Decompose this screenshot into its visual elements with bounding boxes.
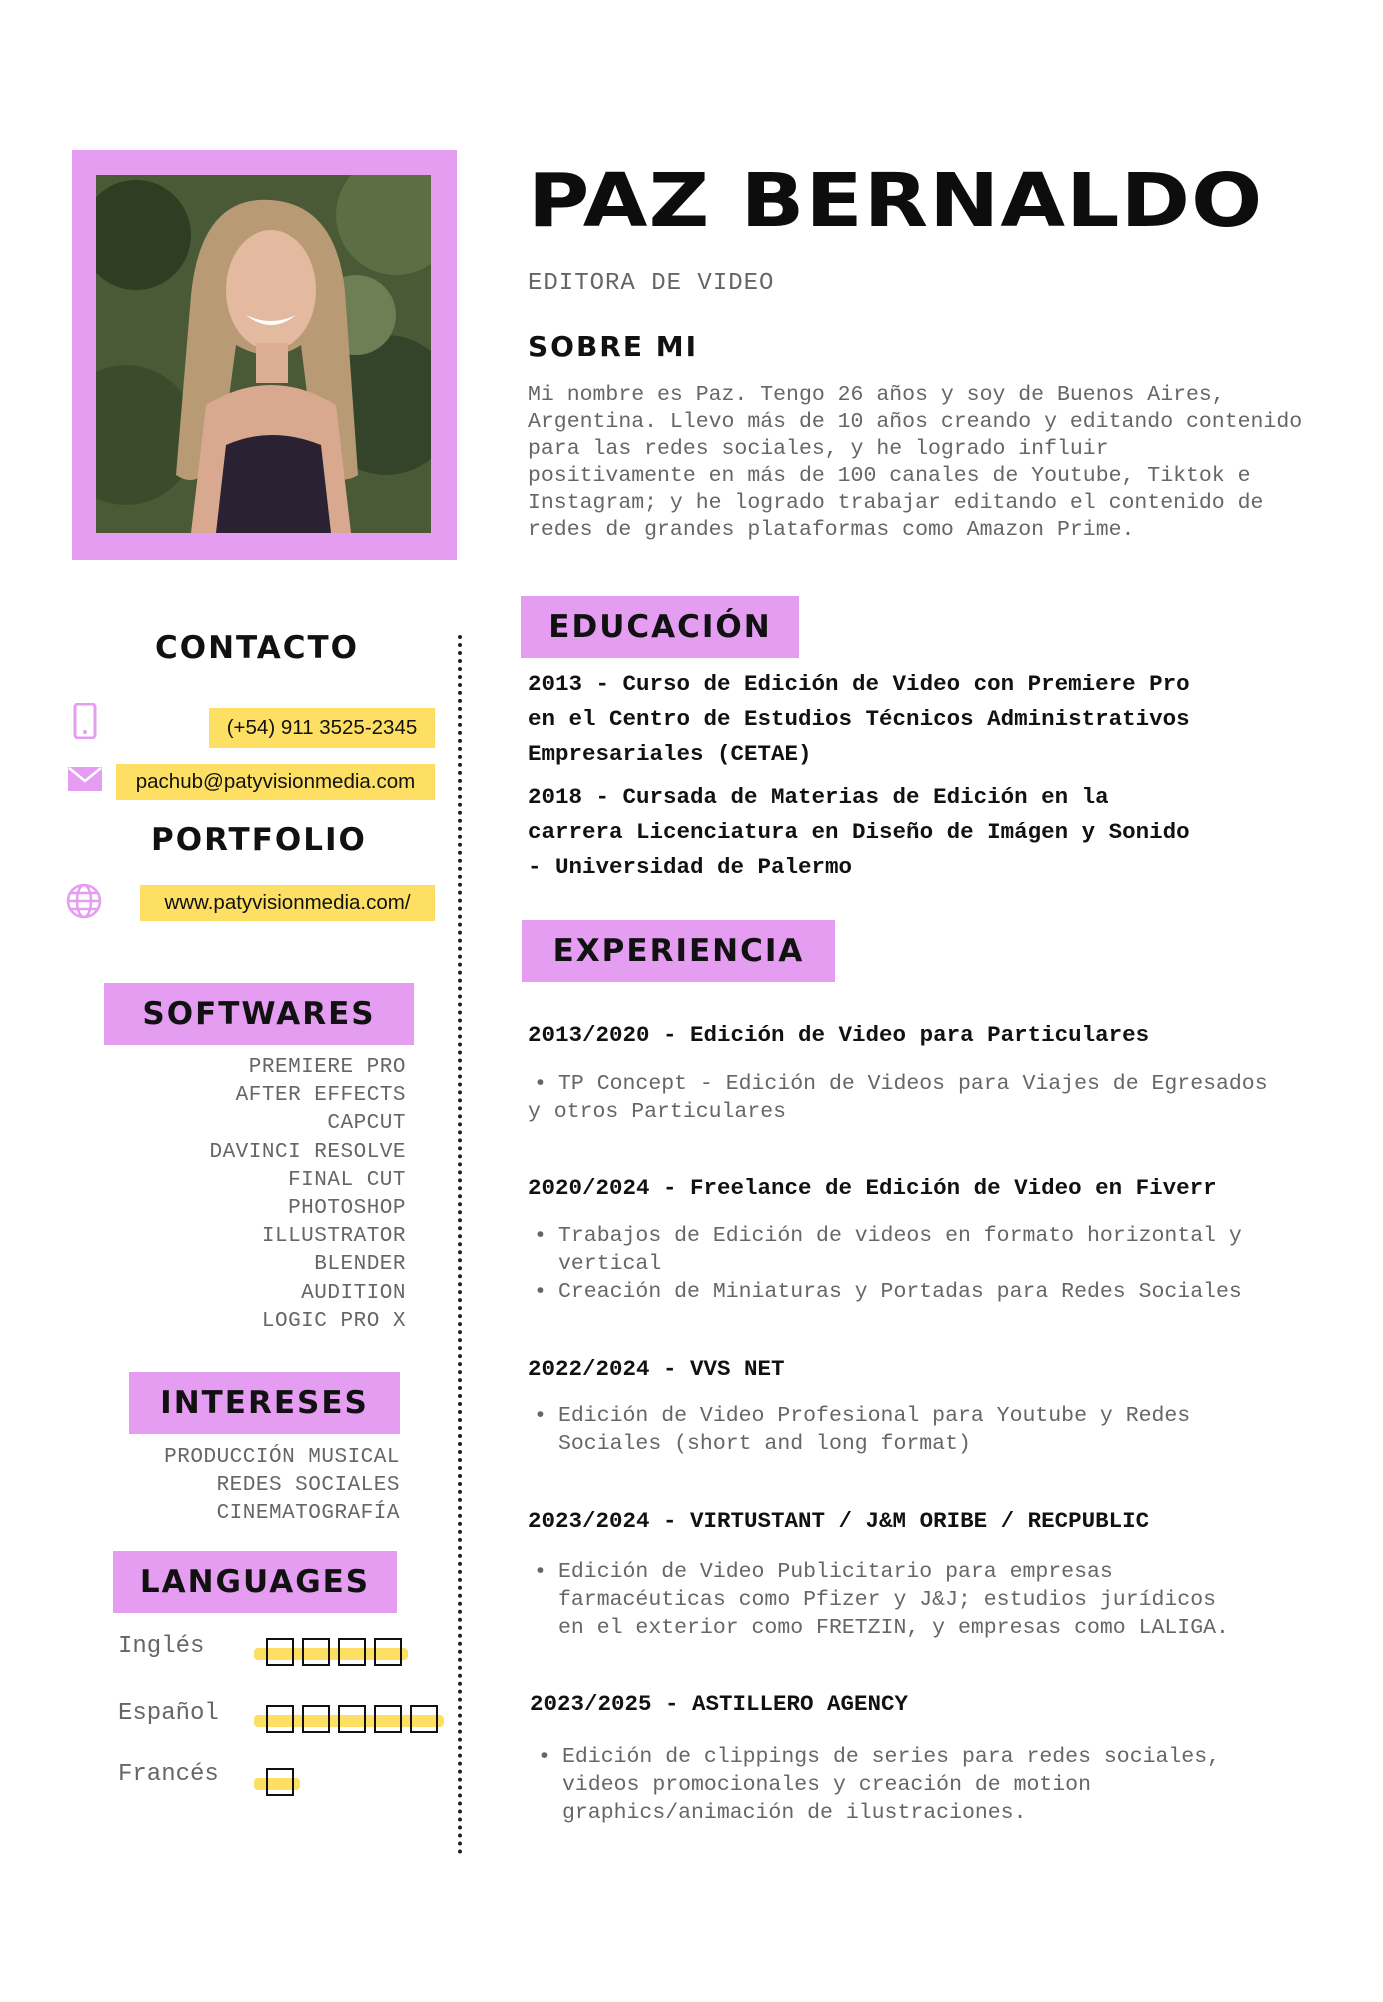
software-item: ILLUSTRATOR xyxy=(261,1225,406,1249)
mail-icon xyxy=(67,766,103,797)
experience-heading: EXPERIENCIA xyxy=(522,920,835,982)
interests-list xyxy=(164,1444,400,1529)
phone-number[interactable]: (+54) 911 3525-2345 xyxy=(209,708,435,748)
language-level xyxy=(250,1766,302,1798)
portfolio-heading: PORTFOLIO xyxy=(151,822,367,858)
software-item: FINAL CUT xyxy=(288,1168,406,1192)
language-level-box xyxy=(338,1638,366,1666)
language-label: Inglés xyxy=(118,1633,205,1660)
software-item: PREMIERE PRO xyxy=(248,1056,406,1079)
language-level xyxy=(250,1636,410,1668)
language-label: Francés xyxy=(118,1761,219,1788)
softwares-list xyxy=(209,1054,406,1336)
job-title: EDITORA DE VIDEO xyxy=(528,270,775,297)
experience-body: • TP Concept - Edición de Videos para Viajes de Egresados y otros Particulares xyxy=(528,1072,1268,1124)
portfolio-link[interactable]: www.patyvisionmedia.com/ xyxy=(140,885,435,921)
interest-item: PRODUCCIÓN MUSICAL xyxy=(164,1446,400,1469)
experience-bullet: Creación de Miniaturas y Portadas para Redes Sociales xyxy=(558,1280,1242,1304)
language-level-box xyxy=(302,1705,330,1733)
about-text: Mi nombre es Paz. Tengo 26 años y soy de Buenos Aires, Argentina. Llevo más de 10 años creando y editando contenido para las redes sociales, y he logrado influir positivamente en más de 100 canales de Youtube, Tiktok e Instagram; y he logrado trabajar editando el contenido de redes de grandes plataformas como Amazon Prime. xyxy=(528,383,1303,542)
language-label: Español xyxy=(118,1700,219,1727)
softwares-heading: SOFTWARES xyxy=(104,983,414,1045)
experience-bullet: TP Concept - Edición de Videos para Viajes de Egresados xyxy=(558,1072,1268,1096)
experience-body: • Edición de Video Publicitario para empresas farmacéuticas como Pfizer y J&J; estudios jurídicos en el exterior como FRETZIN, y empresas como LALIGA. xyxy=(534,1560,1229,1640)
experience-bullet: Edición de Video Profesional para Youtube y Redes Sociales (short and long format) xyxy=(558,1404,1191,1456)
language-level-box xyxy=(266,1768,294,1796)
language-level-box xyxy=(374,1705,402,1733)
experience-bullet: Edición de Video Publicitario para empresas farmacéuticas como Pfizer y J&J; estudios jurídicos en el exterior como FRETZIN, y empresas como LALIGA. xyxy=(558,1560,1229,1640)
language-level-box xyxy=(338,1705,366,1733)
about-heading: SOBRE MI xyxy=(528,330,699,363)
experience-title: 2023/2024 - VIRTUSTANT / J&M ORIBE / RECPUBLIC xyxy=(528,1508,1150,1534)
education-item: 2013 - Curso de Edición de Video con Premiere Pro en el Centro de Estudios Técnicos Administrativos Empresariales (CETAE) xyxy=(528,671,1190,767)
language-level-box xyxy=(266,1638,294,1666)
experience-title: 2022/2024 - VVS NET xyxy=(528,1356,785,1382)
profile-photo xyxy=(96,175,431,533)
experience-title: 2013/2020 - Edición de Video para Particulares xyxy=(528,1022,1150,1048)
experience-bullet: Edición de clippings de series para redes sociales, videos promocionales y creación de motion graphics/animación de ilustraciones. xyxy=(562,1745,1221,1825)
software-item: BLENDER xyxy=(314,1253,406,1277)
education-heading: EDUCACIÓN xyxy=(521,596,799,658)
software-item: AUDITION xyxy=(301,1281,406,1305)
education-item: 2018 - Cursada de Materias de Edición en la carrera Licenciatura en Diseño de Imágen y Sonido - Universidad de Palermo xyxy=(528,784,1190,880)
experience-title: 2020/2024 - Freelance de Edición de Video en Fiverr xyxy=(528,1175,1217,1201)
language-level xyxy=(250,1703,446,1735)
language-level-box xyxy=(302,1638,330,1666)
experience-body: • Edición de clippings de series para redes sociales, videos promocionales y creación de motion graphics/animación de ilustraciones. xyxy=(538,1745,1221,1825)
experience-body: • Trabajos de Edición de videos en formato horizontal y vertical • Creación de Miniaturas y Portadas para Redes Sociales xyxy=(534,1224,1242,1304)
software-item: DAVINCI RESOLVE xyxy=(209,1140,406,1164)
languages-heading: LANGUAGES xyxy=(113,1551,397,1613)
column-divider xyxy=(458,635,462,1855)
language-level-box xyxy=(410,1705,438,1733)
software-item: AFTER EFFECTS xyxy=(235,1084,406,1108)
software-item: CAPCUT xyxy=(327,1112,406,1136)
interest-item: CINEMATOGRAFÍA xyxy=(216,1502,400,1526)
experience-body: • Edición de Video Profesional para Youtube y Redes Sociales (short and long format) xyxy=(534,1404,1191,1456)
interest-item: REDES SOCIALES xyxy=(216,1474,400,1498)
experience-bullet-continuation: y otros Particulares xyxy=(528,1100,787,1124)
language-level-box xyxy=(374,1638,402,1666)
phone-icon xyxy=(73,703,97,744)
portrait-image xyxy=(96,175,431,533)
person-name: PAZ BERNALDO xyxy=(528,158,1264,244)
email-address[interactable]: pachub@patyvisionmedia.com xyxy=(116,764,435,800)
software-item: LOGIC PRO X xyxy=(261,1309,406,1333)
experience-title: 2023/2025 - ASTILLERO AGENCY xyxy=(530,1691,909,1717)
language-level-box xyxy=(266,1705,294,1733)
software-item: PHOTOSHOP xyxy=(288,1197,406,1221)
globe-icon xyxy=(66,883,102,924)
contact-heading: CONTACTO xyxy=(155,630,360,666)
interests-heading: INTERESES xyxy=(129,1372,400,1434)
experience-bullet: Trabajos de Edición de videos en formato horizontal y vertical xyxy=(558,1224,1242,1276)
